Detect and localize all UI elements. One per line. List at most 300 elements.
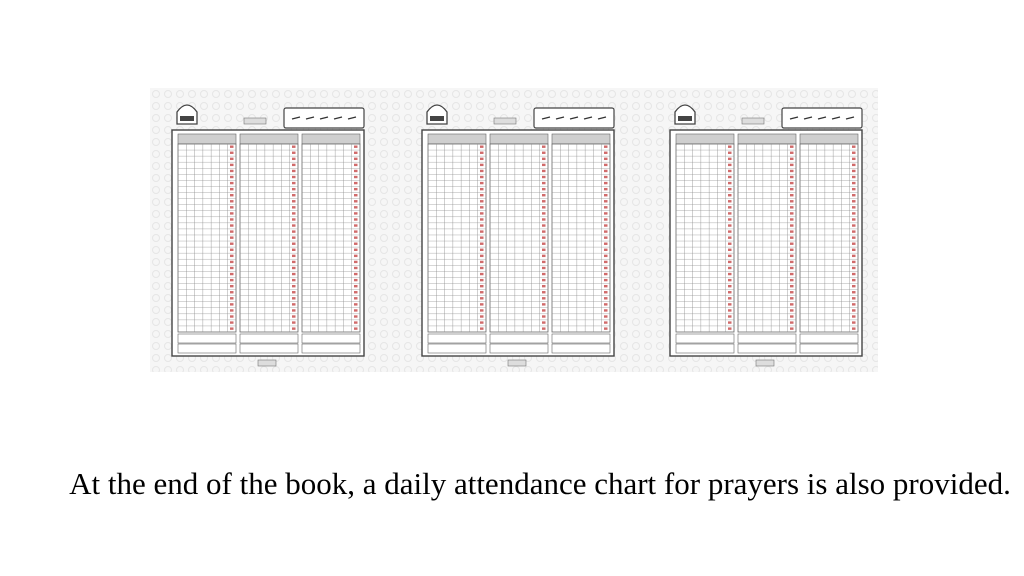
day-number-mark xyxy=(292,170,296,172)
day-number-mark xyxy=(790,297,794,299)
day-number-mark xyxy=(230,243,234,245)
day-number-mark xyxy=(852,309,856,311)
day-number-mark xyxy=(230,267,234,269)
day-number-mark xyxy=(728,224,732,226)
column-footer-box xyxy=(676,344,734,353)
page-number-box xyxy=(756,360,774,366)
day-number-mark xyxy=(354,273,358,275)
day-number-mark xyxy=(354,255,358,257)
day-number-mark xyxy=(604,273,608,275)
day-number-mark xyxy=(354,315,358,317)
column-grid xyxy=(428,144,486,332)
page-number-box xyxy=(258,360,276,366)
day-number-mark xyxy=(230,188,234,190)
day-number-mark xyxy=(480,279,484,281)
day-number-mark xyxy=(542,206,546,208)
day-number-mark xyxy=(542,291,546,293)
day-number-mark xyxy=(542,249,546,251)
day-number-mark xyxy=(480,158,484,160)
day-number-mark xyxy=(790,261,794,263)
day-number-mark xyxy=(728,303,732,305)
day-number-mark xyxy=(230,249,234,251)
column-header-bar xyxy=(302,134,360,144)
day-number-mark xyxy=(728,267,732,269)
day-number-mark xyxy=(728,243,732,245)
day-number-mark xyxy=(354,212,358,214)
day-number-mark xyxy=(790,188,794,190)
day-number-mark xyxy=(292,200,296,202)
day-number-mark xyxy=(292,297,296,299)
day-number-mark xyxy=(542,315,546,317)
day-number-mark xyxy=(230,297,234,299)
day-number-mark xyxy=(728,309,732,311)
day-number-mark xyxy=(230,224,234,226)
day-number-mark xyxy=(790,164,794,166)
day-number-mark xyxy=(852,176,856,178)
day-number-mark xyxy=(230,152,234,154)
day-number-mark xyxy=(790,236,794,238)
day-number-mark xyxy=(230,261,234,263)
day-number-mark xyxy=(292,273,296,275)
day-number-mark xyxy=(604,236,608,238)
day-number-mark xyxy=(604,321,608,323)
day-number-mark xyxy=(292,158,296,160)
emblem-icon xyxy=(675,105,695,124)
day-number-mark xyxy=(230,315,234,317)
day-number-mark xyxy=(354,327,358,329)
day-number-mark xyxy=(790,170,794,172)
day-number-mark xyxy=(480,297,484,299)
day-number-mark xyxy=(542,236,546,238)
day-number-mark xyxy=(354,194,358,196)
day-number-mark xyxy=(728,212,732,214)
day-number-mark xyxy=(480,267,484,269)
day-number-mark xyxy=(852,158,856,160)
column-grid xyxy=(490,144,548,332)
day-number-mark xyxy=(354,321,358,323)
day-number-mark xyxy=(790,206,794,208)
day-number-mark xyxy=(354,188,358,190)
day-number-mark xyxy=(790,285,794,287)
year-label-box xyxy=(244,118,266,124)
day-number-mark xyxy=(230,273,234,275)
day-number-mark xyxy=(604,255,608,257)
day-number-mark xyxy=(292,267,296,269)
day-number-mark xyxy=(604,152,608,154)
day-number-mark xyxy=(230,309,234,311)
day-number-mark xyxy=(292,206,296,208)
day-number-mark xyxy=(292,321,296,323)
day-number-mark xyxy=(480,321,484,323)
day-number-mark xyxy=(354,285,358,287)
day-number-mark xyxy=(292,188,296,190)
day-number-mark xyxy=(354,297,358,299)
day-number-mark xyxy=(542,261,546,263)
emblem-base-icon xyxy=(180,116,194,121)
day-number-mark xyxy=(292,309,296,311)
day-number-mark xyxy=(480,176,484,178)
day-number-mark xyxy=(230,236,234,238)
day-number-mark xyxy=(604,303,608,305)
day-number-mark xyxy=(542,188,546,190)
column-header-bar xyxy=(676,134,734,144)
day-number-mark xyxy=(728,158,732,160)
day-number-mark xyxy=(852,279,856,281)
column-header-bar xyxy=(240,134,298,144)
day-number-mark xyxy=(292,249,296,251)
emblem-icon xyxy=(177,105,197,124)
day-number-mark xyxy=(480,200,484,202)
day-number-mark xyxy=(542,309,546,311)
column-header-bar xyxy=(428,134,486,144)
day-number-mark xyxy=(790,279,794,281)
day-number-mark xyxy=(604,170,608,172)
day-number-mark xyxy=(790,152,794,154)
day-number-mark xyxy=(480,212,484,214)
day-number-mark xyxy=(354,206,358,208)
day-number-mark xyxy=(292,194,296,196)
day-number-mark xyxy=(542,158,546,160)
day-number-mark xyxy=(292,279,296,281)
day-number-mark xyxy=(604,164,608,166)
day-number-mark xyxy=(790,327,794,329)
day-number-mark xyxy=(292,236,296,238)
day-number-mark xyxy=(728,230,732,232)
day-number-mark xyxy=(292,218,296,220)
day-number-mark xyxy=(480,249,484,251)
day-number-mark xyxy=(728,176,732,178)
day-number-mark xyxy=(354,309,358,311)
day-number-mark xyxy=(354,200,358,202)
day-number-mark xyxy=(542,176,546,178)
day-number-mark xyxy=(542,327,546,329)
day-number-mark xyxy=(480,243,484,245)
day-number-mark xyxy=(852,249,856,251)
column-footer-box xyxy=(552,344,610,353)
day-number-mark xyxy=(230,303,234,305)
day-number-mark xyxy=(542,170,546,172)
day-number-mark xyxy=(292,212,296,214)
column-grid xyxy=(800,144,858,332)
day-number-mark xyxy=(604,218,608,220)
day-number-mark xyxy=(790,273,794,275)
day-number-mark xyxy=(852,315,856,317)
day-number-mark xyxy=(604,309,608,311)
day-number-mark xyxy=(480,236,484,238)
day-number-mark xyxy=(604,261,608,263)
day-number-mark xyxy=(480,218,484,220)
day-number-mark xyxy=(542,200,546,202)
day-number-mark xyxy=(230,146,234,148)
day-number-mark xyxy=(790,267,794,269)
day-number-mark xyxy=(292,182,296,184)
day-number-mark xyxy=(542,218,546,220)
column-grid xyxy=(178,144,236,332)
day-number-mark xyxy=(728,152,732,154)
day-number-mark xyxy=(728,164,732,166)
day-number-mark xyxy=(604,146,608,148)
day-number-mark xyxy=(480,206,484,208)
day-number-mark xyxy=(604,327,608,329)
day-number-mark xyxy=(354,279,358,281)
day-number-mark xyxy=(790,218,794,220)
column-footer-box xyxy=(676,334,734,343)
day-number-mark xyxy=(852,236,856,238)
day-number-mark xyxy=(790,194,794,196)
day-number-mark xyxy=(790,249,794,251)
day-number-mark xyxy=(542,321,546,323)
day-number-mark xyxy=(230,291,234,293)
day-number-mark xyxy=(790,200,794,202)
day-number-mark xyxy=(480,315,484,317)
day-number-mark xyxy=(728,327,732,329)
column-footer-box xyxy=(490,344,548,353)
column-footer-box xyxy=(302,344,360,353)
day-number-mark xyxy=(480,327,484,329)
day-number-mark xyxy=(292,261,296,263)
day-number-mark xyxy=(230,182,234,184)
day-number-mark xyxy=(790,321,794,323)
day-number-mark xyxy=(542,164,546,166)
emblem-base-icon xyxy=(678,116,692,121)
day-number-mark xyxy=(728,200,732,202)
column-footer-box xyxy=(800,334,858,343)
day-number-mark xyxy=(292,327,296,329)
day-number-mark xyxy=(604,267,608,269)
day-number-mark xyxy=(354,291,358,293)
column-footer-box xyxy=(240,334,298,343)
day-number-mark xyxy=(728,315,732,317)
day-number-mark xyxy=(480,224,484,226)
day-number-mark xyxy=(292,315,296,317)
day-number-mark xyxy=(852,212,856,214)
column-footer-box xyxy=(738,344,796,353)
day-number-mark xyxy=(230,230,234,232)
day-number-mark xyxy=(852,164,856,166)
day-number-mark xyxy=(292,230,296,232)
day-number-mark xyxy=(354,158,358,160)
column-header-bar xyxy=(490,134,548,144)
day-number-mark xyxy=(480,170,484,172)
column-footer-box xyxy=(552,334,610,343)
column-footer-box xyxy=(428,344,486,353)
day-number-mark xyxy=(728,249,732,251)
column-footer-box xyxy=(178,334,236,343)
day-number-mark xyxy=(852,146,856,148)
column-grid xyxy=(676,144,734,332)
day-number-mark xyxy=(604,194,608,196)
day-number-mark xyxy=(852,267,856,269)
column-header-bar xyxy=(738,134,796,144)
day-number-mark xyxy=(480,164,484,166)
day-number-mark xyxy=(354,236,358,238)
day-number-mark xyxy=(852,321,856,323)
day-number-mark xyxy=(354,267,358,269)
day-number-mark xyxy=(354,170,358,172)
day-number-mark xyxy=(728,279,732,281)
day-number-mark xyxy=(728,261,732,263)
day-number-mark xyxy=(542,152,546,154)
day-number-mark xyxy=(728,291,732,293)
day-number-mark xyxy=(230,285,234,287)
day-number-mark xyxy=(480,261,484,263)
day-number-mark xyxy=(852,224,856,226)
attendance-chart-image xyxy=(150,88,878,372)
day-number-mark xyxy=(852,182,856,184)
day-number-mark xyxy=(230,170,234,172)
day-number-mark xyxy=(230,200,234,202)
day-number-mark xyxy=(852,297,856,299)
day-number-mark xyxy=(728,188,732,190)
day-number-mark xyxy=(790,146,794,148)
day-number-mark xyxy=(604,212,608,214)
day-number-mark xyxy=(230,194,234,196)
day-number-mark xyxy=(542,212,546,214)
day-number-mark xyxy=(230,212,234,214)
day-number-mark xyxy=(728,273,732,275)
emblem-icon xyxy=(427,105,447,124)
column-header-bar xyxy=(552,134,610,144)
day-number-mark xyxy=(604,297,608,299)
day-number-mark xyxy=(542,267,546,269)
day-number-mark xyxy=(354,230,358,232)
day-number-mark xyxy=(604,176,608,178)
day-number-mark xyxy=(292,303,296,305)
day-number-mark xyxy=(728,146,732,148)
day-number-mark xyxy=(292,243,296,245)
day-number-mark xyxy=(480,255,484,257)
day-number-mark xyxy=(292,176,296,178)
day-number-mark xyxy=(354,218,358,220)
page-number-box xyxy=(508,360,526,366)
day-number-mark xyxy=(354,182,358,184)
day-number-mark xyxy=(542,146,546,148)
day-number-mark xyxy=(790,243,794,245)
day-number-mark xyxy=(852,188,856,190)
day-number-mark xyxy=(542,230,546,232)
day-number-mark xyxy=(790,224,794,226)
day-number-mark xyxy=(354,224,358,226)
day-number-mark xyxy=(604,243,608,245)
day-number-mark xyxy=(292,255,296,257)
day-number-mark xyxy=(480,146,484,148)
emblem-base-icon xyxy=(430,116,444,121)
day-number-mark xyxy=(790,176,794,178)
day-number-mark xyxy=(292,146,296,148)
slide-caption: At the end of the book, a daily attendance chart for prayers is also provided. xyxy=(69,466,1011,501)
day-number-mark xyxy=(230,218,234,220)
day-number-mark xyxy=(230,158,234,160)
day-number-mark xyxy=(542,255,546,257)
column-footer-box xyxy=(428,334,486,343)
day-number-mark xyxy=(852,200,856,202)
day-number-mark xyxy=(480,303,484,305)
day-number-mark xyxy=(542,194,546,196)
day-number-mark xyxy=(852,170,856,172)
day-number-mark xyxy=(230,327,234,329)
day-number-mark xyxy=(852,194,856,196)
day-number-mark xyxy=(604,200,608,202)
day-number-mark xyxy=(542,297,546,299)
day-number-mark xyxy=(354,146,358,148)
day-number-mark xyxy=(852,230,856,232)
day-number-mark xyxy=(604,291,608,293)
day-number-mark xyxy=(230,255,234,257)
day-number-mark xyxy=(480,309,484,311)
day-number-mark xyxy=(852,255,856,257)
day-number-mark xyxy=(542,224,546,226)
day-number-mark xyxy=(728,170,732,172)
day-number-mark xyxy=(542,182,546,184)
day-number-mark xyxy=(852,291,856,293)
day-number-mark xyxy=(790,303,794,305)
day-number-mark xyxy=(728,321,732,323)
day-number-mark xyxy=(604,224,608,226)
day-number-mark xyxy=(790,255,794,257)
day-number-mark xyxy=(728,285,732,287)
column-grid xyxy=(738,144,796,332)
day-number-mark xyxy=(604,279,608,281)
day-number-mark xyxy=(604,249,608,251)
day-number-mark xyxy=(604,182,608,184)
day-number-mark xyxy=(728,182,732,184)
day-number-mark xyxy=(542,279,546,281)
day-number-mark xyxy=(230,164,234,166)
day-number-mark xyxy=(728,218,732,220)
day-number-mark xyxy=(292,285,296,287)
column-footer-box xyxy=(302,334,360,343)
day-number-mark xyxy=(230,176,234,178)
column-footer-box xyxy=(490,334,548,343)
column-header-bar xyxy=(178,134,236,144)
day-number-mark xyxy=(292,164,296,166)
column-footer-box xyxy=(178,344,236,353)
column-grid xyxy=(240,144,298,332)
day-number-mark xyxy=(480,188,484,190)
day-number-mark xyxy=(728,297,732,299)
day-number-mark xyxy=(790,158,794,160)
day-number-mark xyxy=(604,315,608,317)
day-number-mark xyxy=(480,182,484,184)
day-number-mark xyxy=(354,249,358,251)
day-number-mark xyxy=(292,291,296,293)
day-number-mark xyxy=(728,255,732,257)
day-number-mark xyxy=(852,273,856,275)
day-number-mark xyxy=(354,261,358,263)
day-number-mark xyxy=(230,321,234,323)
day-number-mark xyxy=(542,273,546,275)
day-number-mark xyxy=(292,224,296,226)
day-number-mark xyxy=(480,194,484,196)
column-grid xyxy=(552,144,610,332)
column-footer-box xyxy=(738,334,796,343)
day-number-mark xyxy=(604,158,608,160)
day-number-mark xyxy=(354,164,358,166)
day-number-mark xyxy=(852,285,856,287)
day-number-mark xyxy=(230,279,234,281)
day-number-mark xyxy=(790,315,794,317)
day-number-mark xyxy=(852,303,856,305)
day-number-mark xyxy=(604,285,608,287)
day-number-mark xyxy=(354,176,358,178)
day-number-mark xyxy=(852,152,856,154)
day-number-mark xyxy=(790,309,794,311)
year-label-box xyxy=(494,118,516,124)
year-label-box xyxy=(742,118,764,124)
day-number-mark xyxy=(230,206,234,208)
day-number-mark xyxy=(480,273,484,275)
day-number-mark xyxy=(480,291,484,293)
